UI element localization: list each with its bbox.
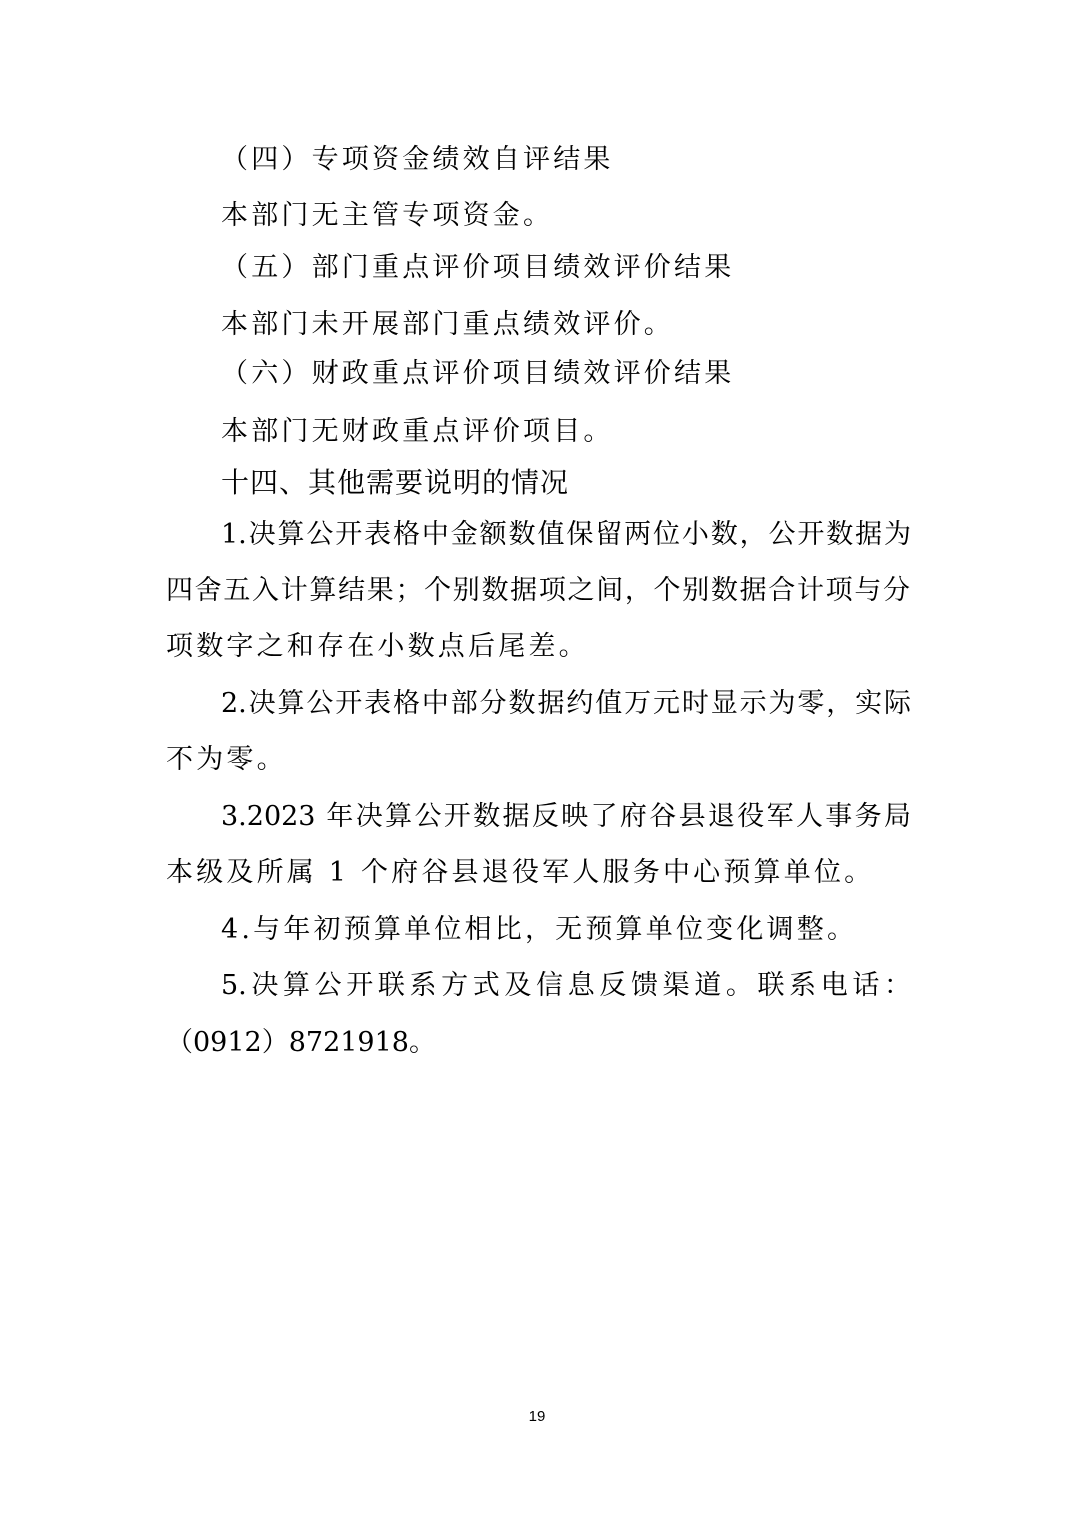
paragraph-1-line-1: 1.决算公开表格中金额数值保留两位小数，公开数据为 <box>221 519 911 550</box>
paragraph-1-line-2: 四舍五入计算结果；个别数据项之间，个别数据合计项与分 <box>166 575 910 606</box>
section-6-text: 本部门无财政重点评价项目。 <box>221 416 614 447</box>
paragraph-2-line-2: 不为零。 <box>166 744 287 775</box>
section-5-text: 本部门未开展部门重点绩效评价。 <box>221 309 674 340</box>
paragraph-5-line-2: （0912）8721918。 <box>166 1027 436 1058</box>
section-5-heading: （五）部门重点评价项目绩效评价结果 <box>221 252 735 283</box>
paragraph-5-line-1: 5.决算公开联系方式及信息反馈渠道。联系电话： <box>221 970 911 1001</box>
section-6-heading: （六）财政重点评价项目绩效评价结果 <box>221 358 735 389</box>
section-4-text: 本部门无主管专项资金。 <box>221 200 554 231</box>
section-4-heading: （四）专项资金绩效自评结果 <box>221 144 614 175</box>
paragraph-1-line-3: 项数字之和存在小数点后尾差。 <box>166 631 589 662</box>
paragraph-3-line-2: 本级及所属 1 个府谷县退役军人服务中心预算单位。 <box>166 857 875 888</box>
page-number: 19 <box>528 1408 546 1425</box>
paragraph-4-line-1: 4.与年初预算单位相比，无预算单位变化调整。 <box>221 914 858 945</box>
paragraph-2-line-1: 2.决算公开表格中部分数据约值万元时显示为零，实际 <box>221 688 911 719</box>
section-14-heading: 十四、其他需要说明的情况 <box>221 466 570 499</box>
paragraph-3-line-1: 3.2023 年决算公开数据反映了府谷县退役军人事务局 <box>221 801 911 832</box>
